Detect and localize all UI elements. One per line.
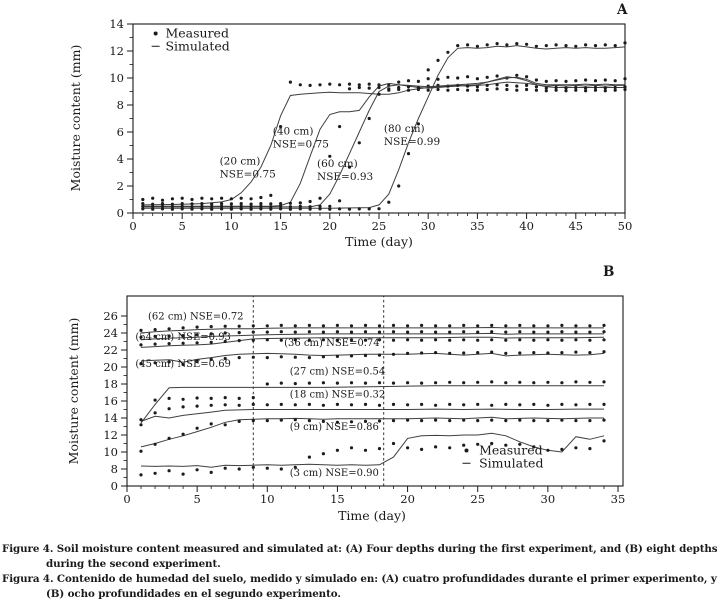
svg-text:(40 cm): (40 cm) — [272, 125, 314, 138]
caption-en-line-1: Figure 4. Soil moisture content measured and simulated at: (A) Four depths during the first experiment, and (B) eight depths — [2, 543, 718, 555]
y-tick-label: 0 — [116, 206, 124, 220]
legend-measured-dot-icon — [154, 32, 158, 36]
y-tick-label: 16 — [103, 394, 118, 408]
y-tick-label: 10 — [103, 445, 118, 459]
y-tick-label: 14 — [103, 411, 118, 425]
svg-text:(3 cm) NSE=0.90: (3 cm) NSE=0.90 — [289, 467, 379, 479]
depth-nse-annotation — [290, 390, 386, 401]
y-axis-title: Moisture content (mm) — [68, 44, 83, 192]
legend-label: Simulated — [165, 38, 230, 54]
x-tick-label: 15 — [330, 491, 345, 506]
svg-text:NSE=0.75: NSE=0.75 — [272, 138, 329, 151]
svg-text:(36 cm) NSE=0.74: (36 cm) NSE=0.74 — [284, 337, 380, 349]
y-tick-label: 14 — [109, 17, 124, 31]
caption-en-line-2: during the second experiment. — [46, 558, 221, 570]
y-tick-label: 26 — [103, 309, 118, 323]
depth-nse-annotation — [290, 422, 379, 433]
x-tick-label: 50 — [617, 218, 633, 233]
svg-text:(27 cm) NSE=0.54: (27 cm) NSE=0.54 — [289, 366, 386, 378]
svg-text:(54 cm) NSE=0.93: (54 cm) NSE=0.93 — [135, 332, 231, 344]
svg-text:(45 cm) NSE=0.69: (45 cm) NSE=0.69 — [135, 359, 231, 370]
x-tick-label: 15 — [273, 218, 288, 233]
depth-nse-annotation — [290, 367, 386, 378]
y-tick-label: 22 — [103, 343, 118, 357]
x-tick-label: 25 — [470, 491, 486, 506]
depth-nse-annotation — [290, 468, 379, 479]
x-tick-label: 20 — [322, 218, 338, 233]
legend-label: Simulated — [479, 455, 544, 471]
y-tick-label: 8 — [110, 462, 118, 476]
x-tick-label: 0 — [129, 218, 137, 233]
panel-letter: B — [603, 264, 615, 280]
y-tick-label: 6 — [116, 125, 124, 139]
svg-text:(62 cm) NSE=0.72: (62 cm) NSE=0.72 — [148, 311, 244, 323]
depth-nse-annotation — [135, 332, 231, 343]
depth-nse-annotation — [317, 158, 373, 183]
legend-label: Measured — [479, 442, 543, 458]
x-tick-label: 30 — [540, 491, 556, 506]
caption-es-line-2: (B) ocho profundidades en el segundo experimento. — [46, 588, 341, 600]
y-tick-label: 18 — [103, 377, 118, 391]
svg-text:(18 cm) NSE=0.32: (18 cm) NSE=0.32 — [289, 389, 386, 401]
x-tick-label: 40 — [519, 218, 534, 233]
svg-text:NSE=0.93: NSE=0.93 — [317, 171, 374, 184]
svg-text:(20 cm): (20 cm) — [219, 155, 261, 168]
figure-captions — [0, 542, 722, 602]
panel-letter: A — [617, 2, 628, 18]
legend — [152, 26, 230, 54]
x-tick-label: 25 — [371, 218, 387, 233]
chart-panel-b — [0, 252, 722, 534]
y-tick-label: 24 — [103, 326, 118, 340]
x-axis-title: Time (day) — [345, 234, 413, 249]
y-tick-label: 2 — [116, 179, 124, 193]
x-axis-title: Time (day) — [338, 508, 406, 523]
caption-spanish — [2, 572, 722, 602]
y-tick-label: 0 — [110, 479, 118, 493]
svg-text:NSE=0.75: NSE=0.75 — [219, 168, 276, 181]
svg-text:NSE=0.99: NSE=0.99 — [383, 136, 441, 148]
svg-text:(9 cm) NSE=0.86: (9 cm) NSE=0.86 — [289, 421, 379, 433]
depth-nse-annotation — [220, 155, 276, 180]
y-tick-label: 12 — [103, 428, 118, 442]
y-tick-label: 4 — [116, 152, 124, 166]
chart-panel-a — [0, 0, 722, 252]
x-tick-label: 10 — [259, 491, 275, 506]
depth-nse-annotation — [148, 311, 244, 322]
y-tick-label: 8 — [116, 98, 124, 112]
legend-label: Measured — [165, 25, 229, 41]
x-tick-label: 45 — [568, 218, 584, 233]
y-tick-label: 12 — [109, 44, 124, 58]
x-tick-label: 20 — [400, 491, 415, 506]
x-tick-label: 5 — [178, 218, 186, 233]
caption-es-line-1: Figura 4. Contenido de humedad del suelo, medido y simulado en: (A) cuatro profundidades durante el primer experimento, y — [2, 573, 717, 585]
x-tick-label: 35 — [610, 491, 626, 506]
y-tick-label: 10 — [109, 71, 124, 85]
x-tick-label: 30 — [420, 218, 436, 233]
caption-english — [2, 542, 722, 572]
depth-nse-annotation — [384, 123, 440, 148]
y-axis-title: Moisture content (mm) — [66, 317, 81, 465]
depth-nse-annotation — [284, 338, 380, 349]
x-tick-label: 5 — [193, 491, 201, 506]
legend — [462, 443, 543, 471]
x-tick-label: 35 — [470, 218, 485, 233]
svg-text:(60 cm): (60 cm) — [317, 158, 358, 171]
y-tick-label: 20 — [103, 360, 118, 374]
x-tick-label: 10 — [224, 218, 239, 233]
depth-nse-annotation — [135, 359, 231, 370]
legend-measured-dot-icon — [464, 449, 468, 453]
svg-text:(80 cm): (80 cm) — [383, 123, 425, 135]
depth-nse-annotation — [273, 126, 329, 151]
x-tick-label: 0 — [123, 491, 131, 506]
